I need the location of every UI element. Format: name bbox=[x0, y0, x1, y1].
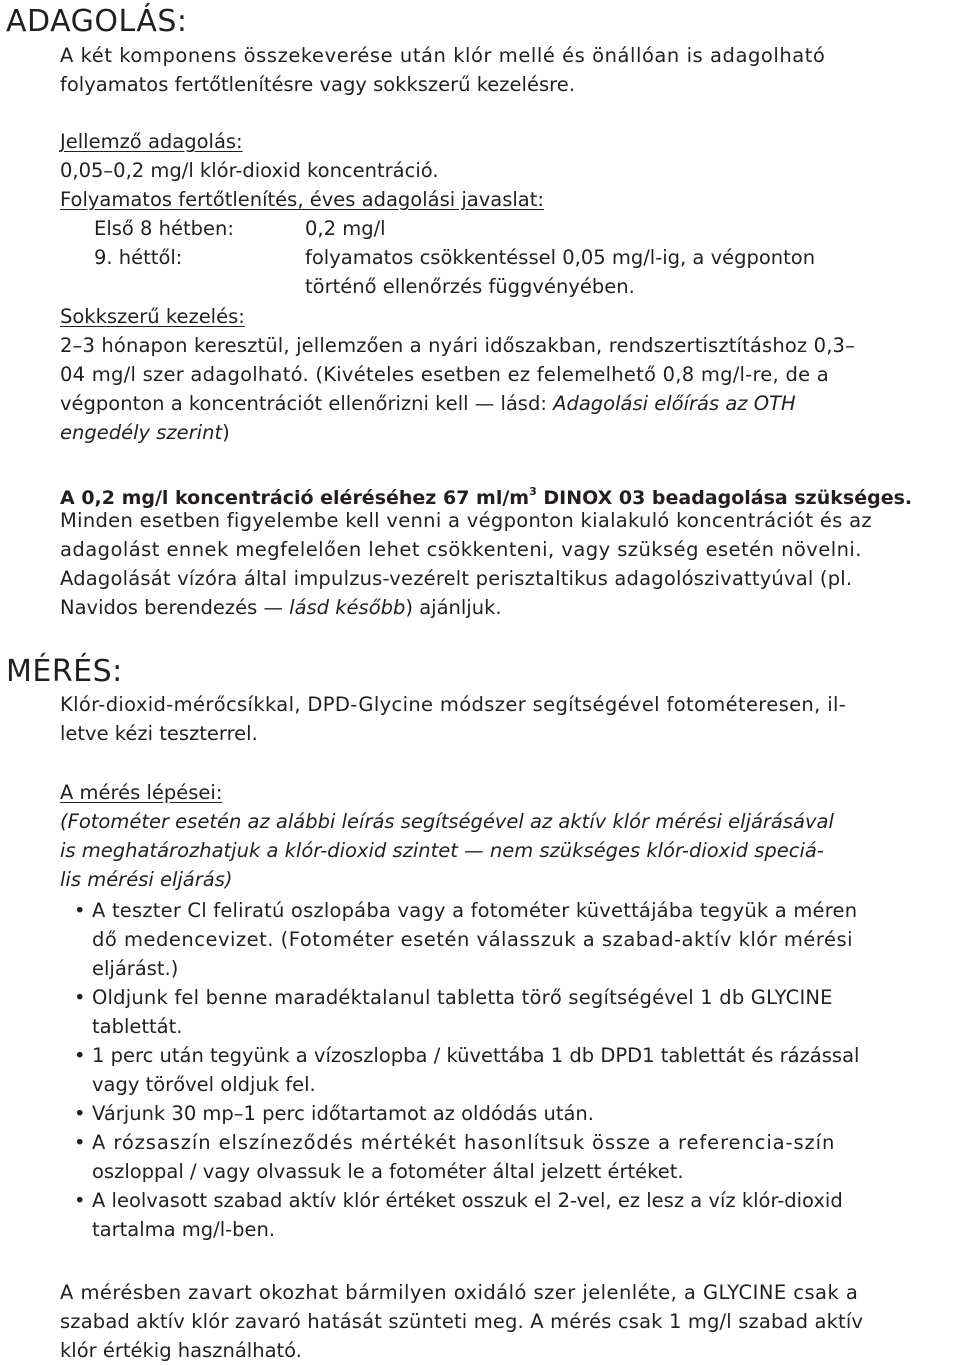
dosing-amount-text-end: DINOX 03 beadagolása szükséges. bbox=[536, 487, 913, 509]
dosing-note-line-4 bbox=[60, 593, 502, 622]
shock-text: végponton a koncentrációt ellenőrizni kell — lásd: bbox=[60, 392, 554, 415]
typical-dosing-value: 0,05–0,2 mg/l klór-dioxid koncentráció. bbox=[60, 159, 439, 182]
schedule-period-1: Első 8 hétben: bbox=[94, 217, 234, 240]
measurement-steps-list bbox=[74, 896, 958, 1244]
step-1-line-3: eljárást.) bbox=[92, 957, 179, 980]
shock-paren: ) bbox=[222, 421, 230, 444]
measurement-note-line-3: lis mérési eljárás) bbox=[60, 868, 233, 891]
step-6-line-2: tartalma mg/l-ben. bbox=[92, 1218, 276, 1241]
shock-treatment-line-4 bbox=[60, 418, 230, 447]
see-later-italic: lásd később bbox=[289, 596, 406, 619]
measurement-intro-line-2: letve kézi teszterrel. bbox=[60, 722, 258, 745]
step-4-line-1: Várjunk 30 mp–1 perc időtartamot az oldódás után. bbox=[92, 1102, 594, 1125]
step-5-line-2: oszloppal / vagy olvassuk le a fotométer által jelzett értéket. bbox=[92, 1160, 684, 1183]
list-item bbox=[74, 983, 958, 1041]
dosing-amount-text: A 0,2 mg/l koncentráció eléréséhez 67 ml/m bbox=[60, 487, 530, 509]
bullet-icon: • bbox=[74, 899, 86, 922]
dosing-note-line-3: Adagolását vízóra által impulzus-vezérelt perisztaltikus adagolószivattyúval (pl. bbox=[60, 567, 853, 590]
shock-treatment-line-1: 2–3 hónapon keresztül, jellemzően a nyári időszakban, rendszertisztításhoz 0,3– bbox=[60, 334, 856, 357]
section-heading-adagolas: ADAGOLÁS: bbox=[6, 4, 188, 39]
shock-reference-italic-cont: engedély szerint bbox=[60, 421, 223, 444]
step-2-line-2: tablettát. bbox=[92, 1015, 183, 1038]
dosing-intro-line-2: folyamatos fertőtlenítésre vagy sokkszerű kezelésre. bbox=[60, 73, 575, 96]
continuous-disinfection-label: Folyamatos fertőtlenítés, éves adagolási javaslat: bbox=[60, 188, 544, 211]
step-6-line-1: A leolvasott szabad aktív klór értéket osszuk el 2-vel, ez lesz a víz klór-dioxid bbox=[92, 1189, 843, 1212]
list-item bbox=[74, 1099, 958, 1128]
shock-reference-italic: Adagolási előírás az OTH bbox=[553, 392, 796, 415]
device-text-end: ) ajánljuk. bbox=[405, 596, 502, 619]
dosing-note-line-1: Minden esetben figyelembe kell venni a végponton kialakuló koncentrációt és az bbox=[60, 509, 872, 532]
dosing-intro-line-1: A két komponens összekeverése után klór mellé és önállóan is adagolható bbox=[60, 44, 826, 67]
step-1-line-2: dő medencevizet. (Fotométer esetén válasszuk a szabad-aktív klór mérési bbox=[92, 928, 854, 951]
measurement-note-line-1: (Fotométer esetén az alábbi leírás segítségével az aktív klór mérési eljárásával bbox=[60, 810, 834, 833]
cubic-superscript: 3 bbox=[529, 485, 537, 498]
measurement-note-line-2: is meghatározhatjuk a klór-dioxid szintet — nem szükséges klór-dioxid speciá- bbox=[60, 839, 824, 862]
final-note-line-2: szabad aktív klór zavaró hatását szünteti meg. A mérés csak 1 mg/l szabad aktív bbox=[60, 1310, 864, 1333]
list-item bbox=[74, 896, 958, 983]
schedule-period-2: 9. héttől: bbox=[94, 246, 183, 269]
shock-treatment-line-3 bbox=[60, 389, 796, 418]
step-3-line-1: 1 perc után tegyünk a vízoszlopba / küvettába 1 db DPD1 tablettát és rázással bbox=[92, 1044, 860, 1067]
schedule-dose-2: folyamatos csökkentéssel 0,05 mg/l-ig, a végponton bbox=[305, 246, 816, 269]
bullet-icon: • bbox=[74, 1102, 86, 1125]
schedule-dose-1: 0,2 mg/l bbox=[305, 217, 386, 240]
measurement-steps-label: A mérés lépései: bbox=[60, 781, 223, 804]
final-note-line-3: klór értékig használható. bbox=[60, 1339, 302, 1362]
shock-treatment-line-2: 04 mg/l szer adagolható. (Kivételes esetben ez felemelhető 0,8 mg/l-re, de a bbox=[60, 363, 829, 386]
device-text: Navidos berendezés — bbox=[60, 596, 290, 619]
list-item bbox=[74, 1041, 958, 1099]
step-5-line-1: A rózsaszín elszíneződés mértékét hasonlítsuk össze a referencia-szín bbox=[92, 1131, 836, 1154]
final-note-line-1: A mérésben zavart okozhat bármilyen oxidáló szer jelenléte, a GLYCINE csak a bbox=[60, 1281, 859, 1304]
step-3-line-2: vagy törővel oldjuk fel. bbox=[92, 1073, 316, 1096]
shock-treatment-label: Sokkszerű kezelés: bbox=[60, 305, 245, 328]
step-2-line-1: Oldjunk fel benne maradéktalanul tabletta törő segítségével 1 db GLYCINE bbox=[92, 986, 833, 1009]
list-item bbox=[74, 1128, 958, 1186]
dosing-note-line-2: adagolást ennek megfelelően lehet csökkenteni, vagy szükség esetén növelni. bbox=[60, 538, 862, 561]
list-item bbox=[74, 1186, 958, 1244]
measurement-intro-line-1: Klór-dioxid-mérőcsíkkal, DPD-Glycine módszer segítségével fotométeresen, il- bbox=[60, 693, 847, 716]
bullet-icon: • bbox=[74, 986, 86, 1009]
bullet-icon: • bbox=[74, 1189, 86, 1212]
bullet-icon: • bbox=[74, 1044, 86, 1067]
schedule-dose-2-continued: történő ellenőrzés függvényében. bbox=[305, 275, 635, 298]
bullet-icon: • bbox=[74, 1131, 86, 1154]
typical-dosing-label: Jellemző adagolás: bbox=[60, 130, 243, 153]
step-1-line-1: A teszter Cl feliratú oszlopába vagy a fotométer küvettájába tegyük a méren bbox=[92, 899, 858, 922]
section-heading-meres: MÉRÉS: bbox=[6, 654, 123, 689]
